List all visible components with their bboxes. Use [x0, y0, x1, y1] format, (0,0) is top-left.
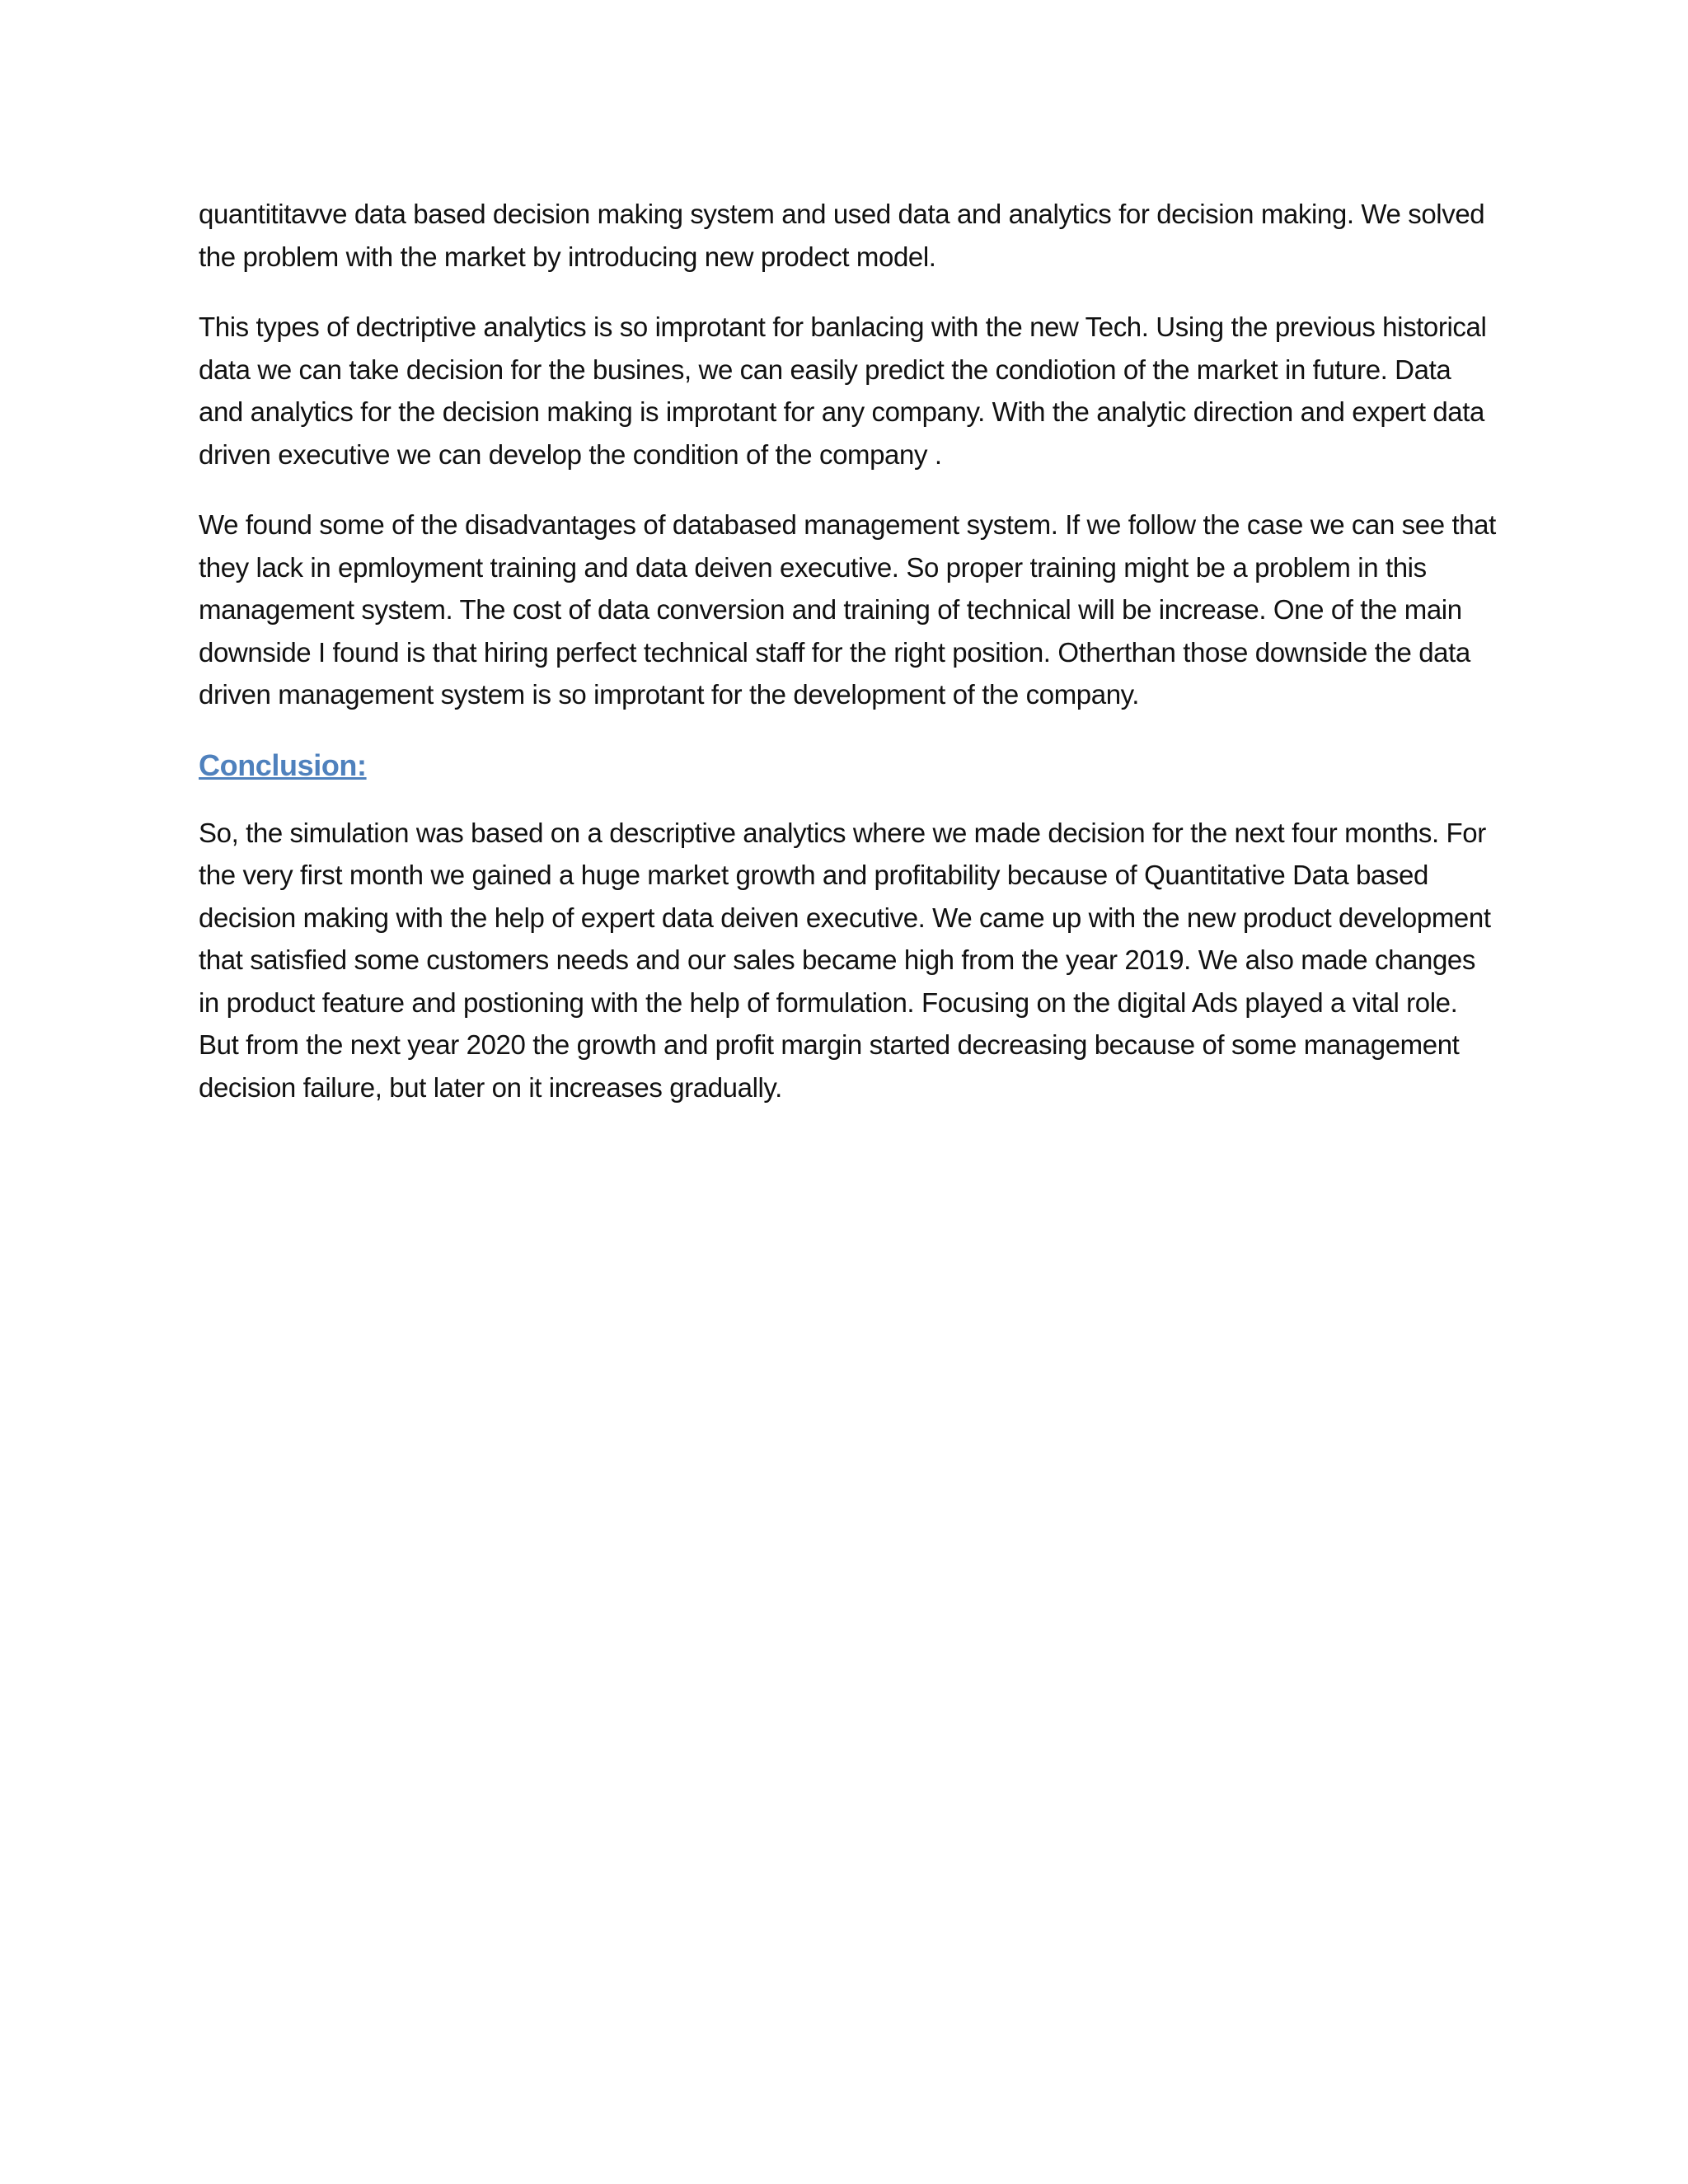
conclusion-heading: Conclusion:: [199, 748, 367, 782]
paragraph-intro: quantititavve data based decision making system and used data and analytics for decision making. We solved the problem with the market by introducing new prodect model.: [199, 199, 1485, 272]
paragraph-disadvantages: We found some of the disadvantages of databased management system. If we follow the case we can see that they lack in epmloyment training and data deiven executive. So proper training might be a problem in this management system. The cost of data conversion and training of technical will be increase. One of the main downside I found is that hiring perfect technical staff for the right position. Otherthan those downside the data driven management system is so improtant for the development of the company.: [199, 509, 1496, 710]
paragraph-conclusion: So, the simulation was based on a descriptive analytics where we made decision for the next four months. For the very first month we gained a huge market growth and profitability because of Quantitative Data based decision making with the help of expert data deiven executive. We came up with the new product development that satisfied some customers needs and our sales became high from the year 2019. We also made changes in product feature and postioning with the help of formulation. Focusing on the digital Ads played a vital role. But from the next year 2020 the growth and profit margin started decreasing because of some management decision failure, but later on it increases gradually.: [199, 817, 1491, 1103]
paragraph-descriptive-analytics: This types of dectriptive analytics is so improtant for banlacing with the new Tech. Using the previous historical data we can take decision for the busines, we can easily predict the condiotion of the market in future. Data and analytics for the decision making is improtant for any company. With the analytic direction and expert data driven executive we can develop the condition of the company .: [199, 312, 1487, 470]
document-body: [199, 193, 1501, 1137]
